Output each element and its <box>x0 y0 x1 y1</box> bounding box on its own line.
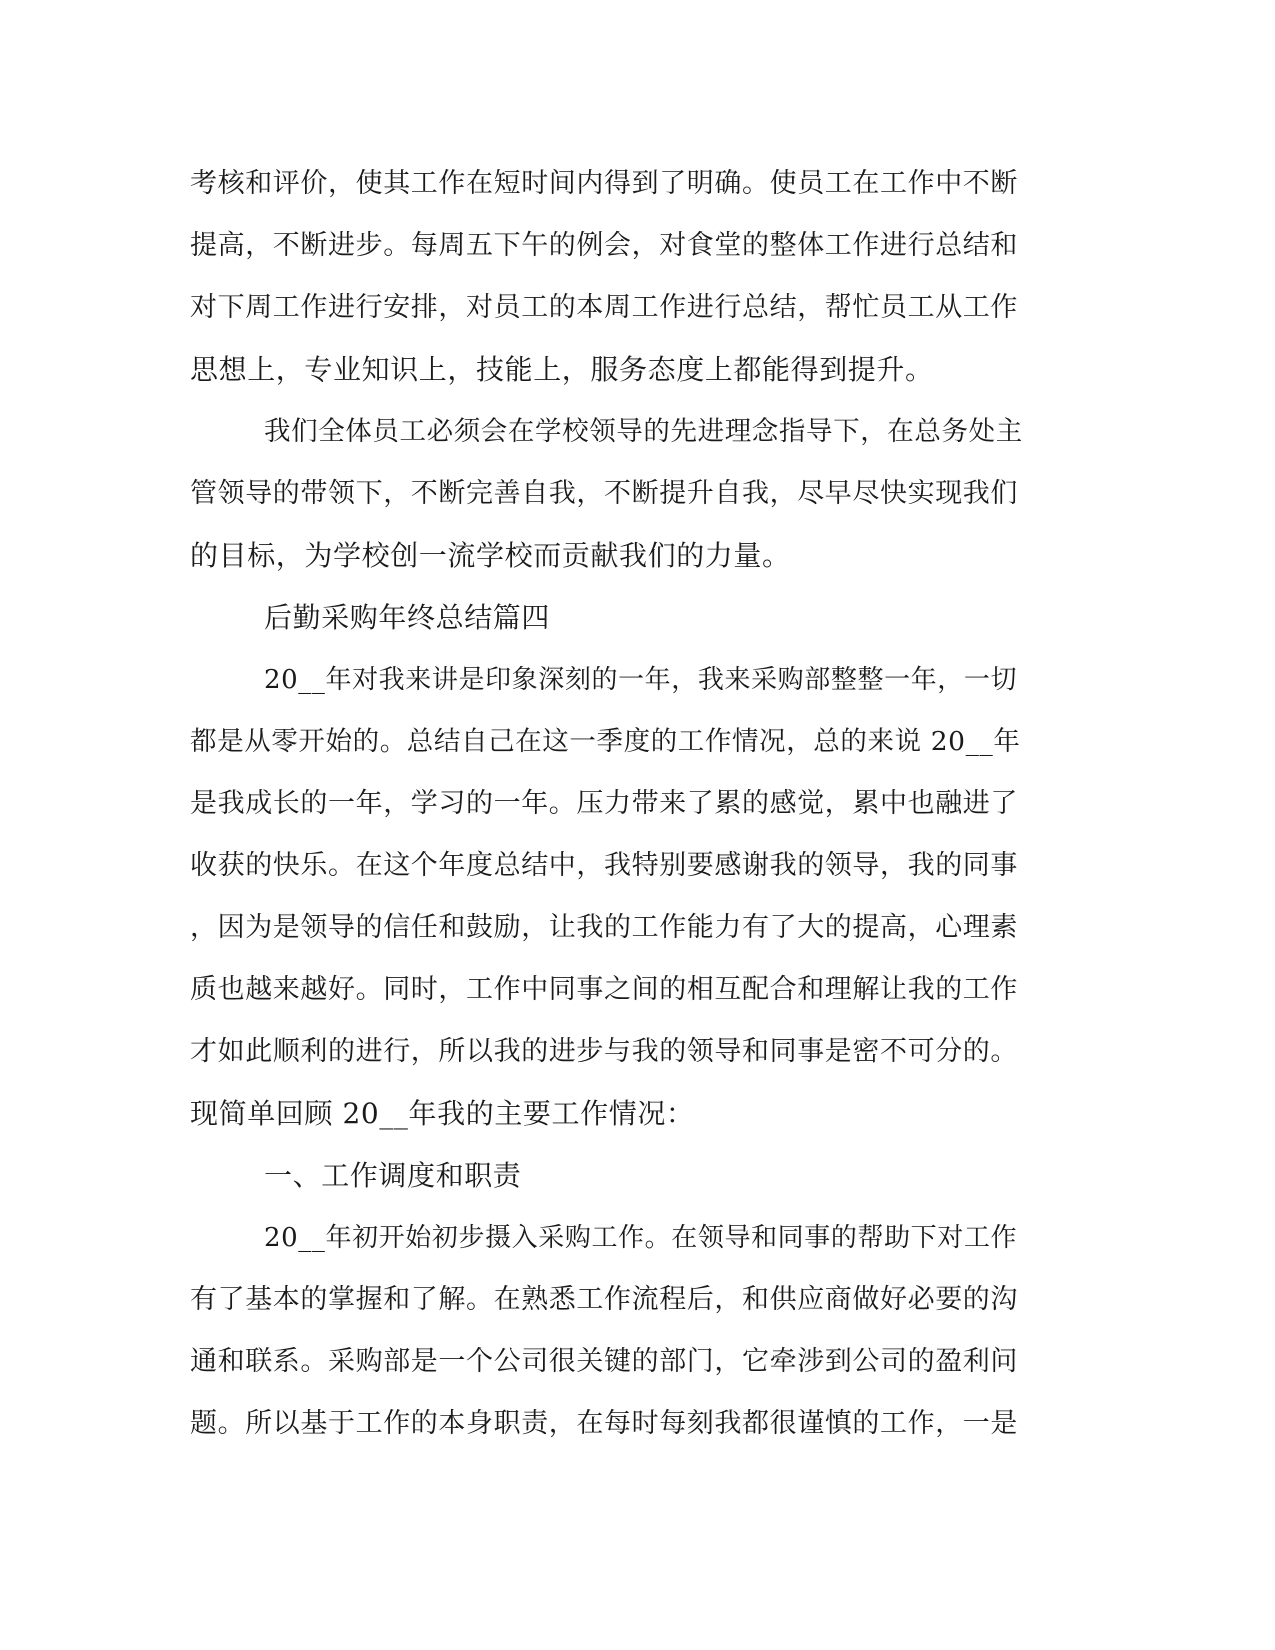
text-line <box>0 1342 1275 1382</box>
text-line <box>0 536 1275 576</box>
section-heading <box>0 598 1275 638</box>
text-line <box>0 784 1275 824</box>
text-line-content: 20__年对我来讲是印象深刻的一年，我来采购部整整一年，一切 <box>264 665 1018 695</box>
text-line <box>0 1404 1275 1444</box>
section-heading-text: 后勤采购年终总结篇四 <box>264 601 551 634</box>
text-line <box>0 474 1275 514</box>
text-line <box>0 846 1275 886</box>
text-line-content: 思想上，专业知识上，技能上，服务态度上都能得到提升。 <box>190 353 934 386</box>
text-line-content: ，因为是领导的信任和鼓励，让我的工作能力有了大的提高，心理素 <box>190 912 1018 943</box>
text-line <box>0 164 1275 204</box>
text-line-content: 管领导的带领下，不断完善自我，不断提升自我，尽早尽快实现我们 <box>190 478 1018 509</box>
text-line <box>0 908 1275 948</box>
text-line <box>0 722 1275 762</box>
text-line-content: 是我成长的一年，学习的一年。压力带来了累的感觉，累中也融进了 <box>190 788 1018 819</box>
text-line <box>0 1280 1275 1320</box>
text-line-content: 提高，不断进步。每周五下午的例会，对食堂的整体工作进行总结和 <box>190 230 1018 261</box>
paragraph-first-line <box>0 660 1275 700</box>
text-line <box>0 970 1275 1010</box>
text-line <box>0 288 1275 328</box>
text-line-content: 现简单回顾 20__年我的主要工作情况： <box>190 1097 695 1130</box>
text-line <box>0 350 1275 390</box>
text-line-content: 我们全体员工必须会在学校领导的先进理念指导下，在总务处主 <box>264 416 1023 447</box>
text-line-content: 题。所以基于工作的本身职责，在每时每刻我都很谨慎的工作，一是 <box>190 1408 1018 1439</box>
paragraph-first-line <box>0 412 1275 452</box>
text-line-content: 20__年初开始初步摄入采购工作。在领导和同事的帮助下对工作 <box>264 1223 1018 1253</box>
text-line <box>0 1094 1275 1134</box>
text-line <box>0 1032 1275 1072</box>
text-line-content: 都是从零开始的。总结自己在这一季度的工作情况，总的来说 20__年 <box>190 726 1021 757</box>
text-line-content: 收获的快乐。在这个年度总结中，我特别要感谢我的领导，我的同事 <box>190 850 1018 881</box>
subsection-heading-text: 一、工作调度和职责 <box>264 1159 522 1192</box>
text-line-content: 的目标，为学校创一流学校而贡献我们的力量。 <box>190 539 791 572</box>
text-line-content: 有了基本的掌握和了解。在熟悉工作流程后，和供应商做好必要的沟 <box>190 1284 1018 1315</box>
text-line-content: 质也越来越好。同时，工作中同事之间的相互配合和理解让我的工作 <box>190 974 1018 1005</box>
text-line-content: 对下周工作进行安排，对员工的本周工作进行总结，帮忙员工从工作 <box>190 292 1018 323</box>
text-line <box>0 226 1275 266</box>
text-line-content: 考核和评价，使其工作在短时间内得到了明确。使员工在工作中不断 <box>190 168 1018 199</box>
text-line-content: 通和联系。采购部是一个公司很关键的部门，它牵涉到公司的盈利问 <box>190 1346 1018 1377</box>
text-line-content: 才如此顺利的进行，所以我的进步与我的领导和同事是密不可分的。 <box>190 1036 1018 1067</box>
subsection-heading <box>0 1156 1275 1196</box>
paragraph-first-line <box>0 1218 1275 1258</box>
